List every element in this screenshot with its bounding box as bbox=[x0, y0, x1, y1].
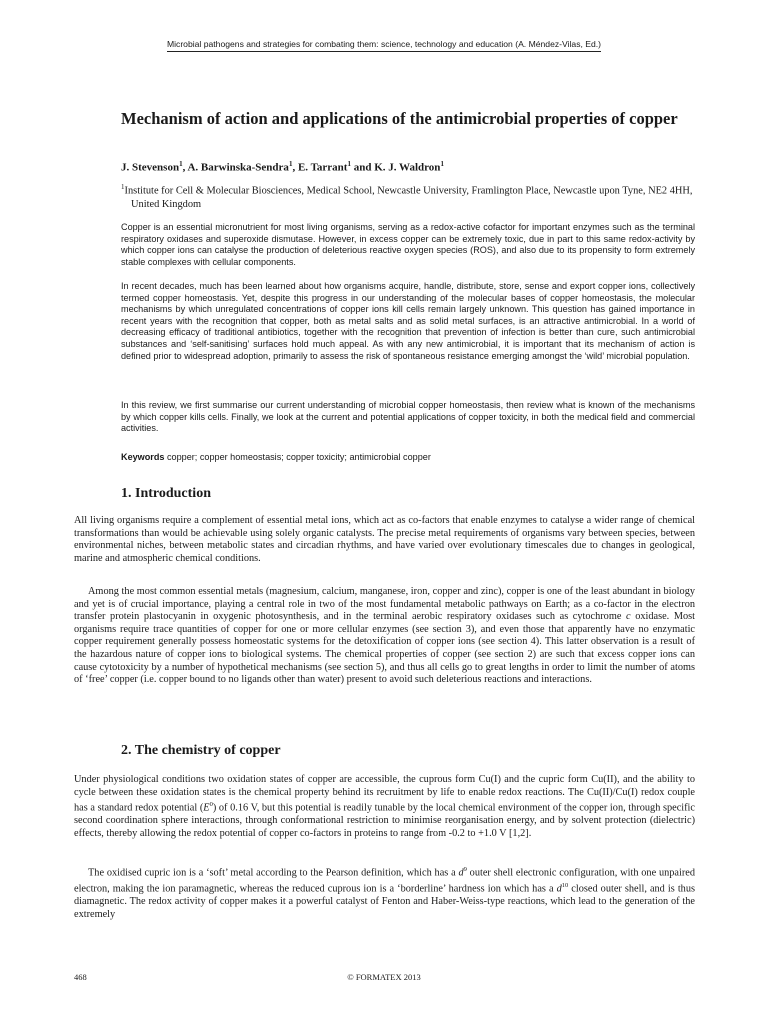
author-affiliation-mark: 1 bbox=[347, 160, 351, 168]
running-head bbox=[0, 39, 768, 49]
keywords-text: copper; copper homeostasis; copper toxicity; antimicrobial copper bbox=[164, 452, 431, 462]
running-head-text: Microbial pathogens and strategies for combating them: science, technology and education (A. Méndez-Vilas, Ed.) bbox=[167, 39, 601, 52]
paragraph-text: oxidase. Most organisms require trace quantities of copper for one or more cellular enzymes (see section 3), and even those that apparently have no enzymatic copper requirement generally possess homeostatic systems for the detoxification of copper ions (see section 4). This latter observation is a result of the hazardous nature of copper ions to biological systems. The chemical properties of copper (see section 2) are such that excess copper ions can cause cytotoxicity by a number of hypothetical mechanisms (see section 5), and thus all cells go to great lengths in order to limit the number of atoms of ‘free’ copper (i.e. copper bound to no ligands other than water) present to avoid such deleterious reactions and interactions. bbox=[74, 611, 695, 686]
body-paragraph bbox=[74, 774, 695, 840]
author-affiliation-mark: 1 bbox=[179, 160, 183, 168]
math-superscript: 0 bbox=[209, 801, 213, 809]
abstract-paragraph: In recent decades, much has been learned about how organisms acquire, handle, distribute, store, sense and export copper ions, collectively termed copper homeostasis. Yet, despite this progress in our understanding of the molecular bases of copper homeostasis, the molecular mechanisms by which unregulated concentrations of copper ions kill cells remain largely unknown. This question has gained importance in recent years with the recognition that copper, both as metal salts and as solid metal surfaces, is an attractive antimicrobial. In a world of decreasing efficacy of traditional antibiotics, together with the recognition that prevention of infection is better than cure, such antimicrobial substances and ‘self-sanitising’ surfaces hold much appeal. As with any new antimicrobial, it is important that its mechanism of action is defined prior to widespread adoption, primarily to assess the risk of spontaneous resistance emerging amongst the ‘wild’ microbial population. bbox=[121, 281, 695, 361]
body-paragraph bbox=[74, 586, 695, 687]
paragraph-text: The oxidised cupric ion is a ‘soft’ metal according to the Pearson definition, which has a bbox=[88, 867, 459, 879]
author-name: K. J. Waldron bbox=[374, 161, 441, 174]
affiliation-mark: 1 bbox=[121, 183, 125, 191]
abstract-paragraph: Copper is an essential micronutrient for most living organisms, serving as a redox-active cofactor for important enzymes such as the terminal respiratory oxidases and superoxide dismutase. However, in excess copper can be extremely toxic, due in part to this same redox-activity by which copper ions can catalyse the production of deleterious reactive oxygen species (ROS), and also due to its propensity to form extremely stable complexes with cellular components. bbox=[121, 222, 695, 267]
copyright-footer: © FORMATEX 2013 bbox=[347, 972, 421, 982]
math-symbol: d bbox=[458, 867, 464, 879]
author-affiliation-mark: 1 bbox=[288, 160, 293, 168]
math-symbol: E bbox=[203, 802, 210, 814]
author-list bbox=[121, 160, 691, 174]
author-separator: , bbox=[182, 161, 188, 174]
math-superscript: 10 bbox=[561, 882, 569, 890]
abstract-paragraph: In this review, we first summarise our current understanding of microbial copper homeostasis, then review what is known of the mechanisms by which copper kills cells. Finally, we look at the current and potential applications of copper toxicity, in both the medical field and commercial activities. bbox=[121, 400, 695, 434]
math-superscript: 9 bbox=[463, 866, 467, 873]
author-separator: and bbox=[350, 161, 375, 174]
author-separator: , bbox=[292, 161, 298, 174]
paragraph-text: Under physiological conditions two oxidation states of copper are accessible, the cuprous form Cu(I) and the cupric form Cu(II), and the ability to cycle between these oxidation states is the chemical property behind its recruitment by life to enable redox reactions. The Cu(II)/Cu(I) redox couple has a standard redox potential ( bbox=[74, 774, 695, 814]
body-paragraph bbox=[74, 864, 695, 921]
author-name: J. Stevenson bbox=[121, 161, 180, 174]
paragraph-text: Among the most common essential metals (magnesium, calcium, manganese, iron, copper and zinc), copper is one of the least abundant in biology and yet is of crucial importance, playing a central role in two of the most fundamental metabolic pathways on Earth; as a co-factor in the electron transfer protein plastocyanin in oxygenic photosynthesis, and in the terminal aerobic respiratory oxidases such as cytochrome bbox=[74, 586, 695, 623]
section-heading: 1. Introduction bbox=[121, 486, 211, 501]
page-number: 468 bbox=[74, 972, 87, 982]
article-title: Mechanism of action and applications of the antimicrobial properties of copper bbox=[121, 109, 678, 128]
keywords bbox=[121, 452, 695, 462]
author-name: A. Barwinska-Sendra bbox=[187, 161, 289, 174]
paragraph-text: closed outer shell, and is thus diamagnetic. The redox activity of copper makes it a powerful catalyst of Fenton and Haber-Weiss-type reactions, which lead to the generation of the extremely bbox=[74, 883, 695, 920]
math-symbol: d bbox=[556, 883, 562, 895]
keywords-label: Keywords bbox=[121, 452, 165, 462]
author-affiliation bbox=[121, 181, 701, 211]
section-heading: 2. The chemistry of copper bbox=[121, 743, 281, 758]
paragraph-text: ) of 0.16 V, but this potential is readily tunable by the local chemical environment of the copper ion, through specific second coordination sphere interactions, through conformational restriction to minimise reorganisation energy, and by solvent protection (dielectric) effects, thereby allowing the redox potential of copper co-factors in proteins to range from -0.2 to +1.0 V [1,2]. bbox=[74, 802, 695, 839]
paragraph-text: outer shell electronic configuration, with one unpaired electron, making the ion paramagnetic, whereas the reduced cuprous ion is a ‘borderline’ hardness ion which has a bbox=[74, 867, 695, 895]
author-name: E. Tarrant bbox=[297, 161, 348, 174]
author-affiliation-mark: 1 bbox=[440, 160, 444, 168]
italic-term: c bbox=[626, 611, 631, 623]
affiliation-text: Institute for Cell & Molecular Biosciences, Medical School, Newcastle University, Framlington Place, Newcastle upon Tyne, NE2 4HH, United Kingdom bbox=[124, 185, 693, 210]
body-paragraph: All living organisms require a complement of essential metal ions, which act as co-factors that enable enzymes to catalyse a wider range of chemical transformations than would be achievable using solely organic catalysts. The precise metal requirements of organisms vary between species, between environmental niches, between metabolic states and circadian rhythms, and have varied over evolutionary timescales due to changes in geological, marine and atmospheric chemical conditions. bbox=[74, 515, 695, 564]
